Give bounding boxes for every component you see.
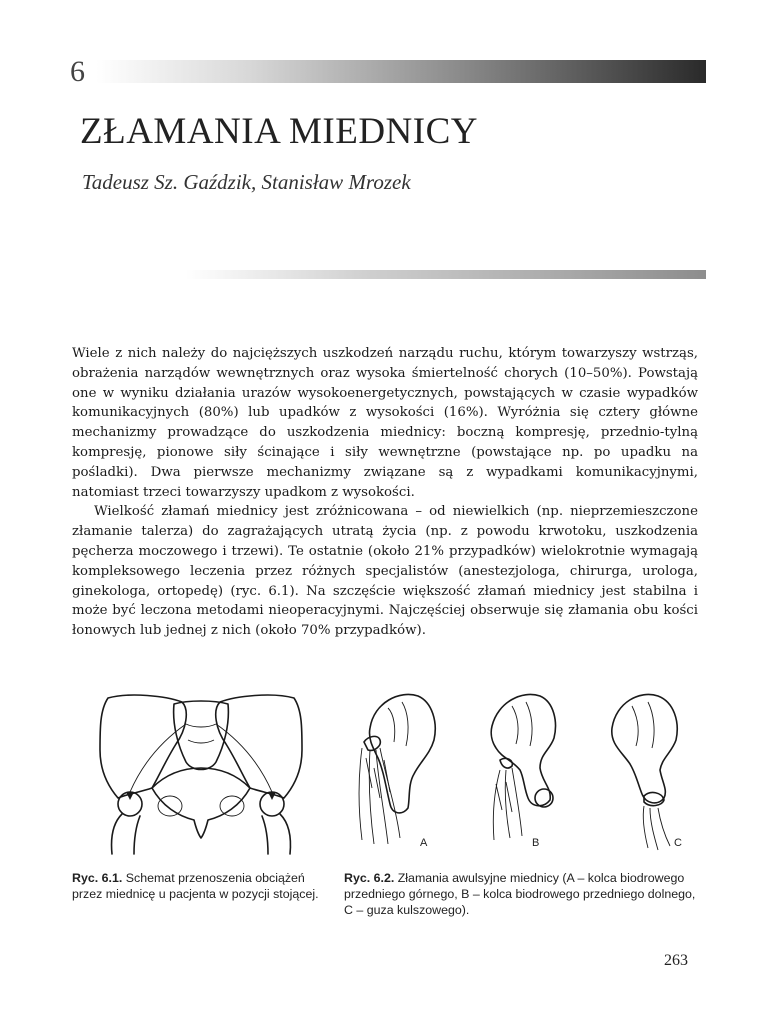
figure-label: Ryc. 6.2.: [344, 871, 395, 885]
page-number: 263: [664, 952, 688, 969]
panel-label-b: B: [532, 837, 540, 849]
figure-caption-6-2: [344, 870, 704, 918]
panel-a-drawing: [359, 694, 435, 844]
avulsion-fractures-diagram: [344, 688, 704, 858]
chapter-header-bar: [96, 60, 706, 83]
panel-label-a: A: [420, 837, 428, 849]
panel-b-drawing: [491, 694, 555, 840]
panel-c-drawing: [612, 694, 677, 850]
paragraph: Wielkość złamań miednicy jest zróżnicowana – od niewielkich (np. nieprzemieszczone złamanie talerza) do zagrażających utratą życia (np. z powodu krwotoku, uszkodzenia pęcherza moczowego i trzewi). Te ostatnie (około 21% przypadków) wielokrotnie wymagają kompleksowego leczenia przez różnych specjalistów (anestezjologa, chirurga, urologa, ginekologa, ortopedę) (ryc. 6.1). Na szczęście większość złamań miednicy jest stabilna i może być leczona metodami nieoperacyjnymi. Najczęściej obserwuje się złamania obu kości łonowych lub jednej z nich (około 70% przypadków).: [72, 504, 698, 639]
pelvis-load-diagram: [70, 688, 332, 858]
figure-caption-text: Schemat przenoszenia obciążeń przez miednicę u pacjenta w pozycji stojącej.: [72, 871, 319, 901]
body-text: [72, 344, 698, 641]
panel-label-c: C: [674, 837, 682, 849]
chapter-authors: Tadeusz Sz. Gaździk, Stanisław Mrozek: [82, 170, 411, 194]
figure-label: Ryc. 6.1.: [72, 871, 123, 885]
chapter-title: ZŁAMANIA MIEDNICY: [80, 111, 478, 152]
section-divider-bar: [186, 270, 706, 279]
chapter-number: 6: [70, 55, 85, 88]
figure-caption-text: Złamania awulsyjne miednicy (A – kolca biodrowego przedniego górnego, B – kolca biodrowego przedniego dolnego, C – guza kulszowego).: [344, 871, 696, 917]
paragraph: Wiele z nich należy do najcięższych uszkodzeń narządu ruchu, którym towarzyszy wstrząs, obrażenia narządów wewnętrznych oraz wysoka śmiertelność chorych (10–50%). Powstają one w wyniku działania urazów wysokoenergetycznych, powstających w czasie wypadków komunikacyjnych (80%) lub upadków z wysokości (16%). Wyróżnia się cztery główne mechanizmy prowadzące do uszkodzenia miednicy: boczną kompresję, przednio-tylną kompresję, pionowe siły ścinające i siły wewnętrzne (powstające np. po upadku na pośladki). Dwa pierwsze mechanizmy związane są z wypadkami komunikacyjnymi, natomiast trzeci towarzyszy upadkom z wysokości.: [72, 346, 698, 500]
figure-caption-6-1: [72, 870, 334, 902]
